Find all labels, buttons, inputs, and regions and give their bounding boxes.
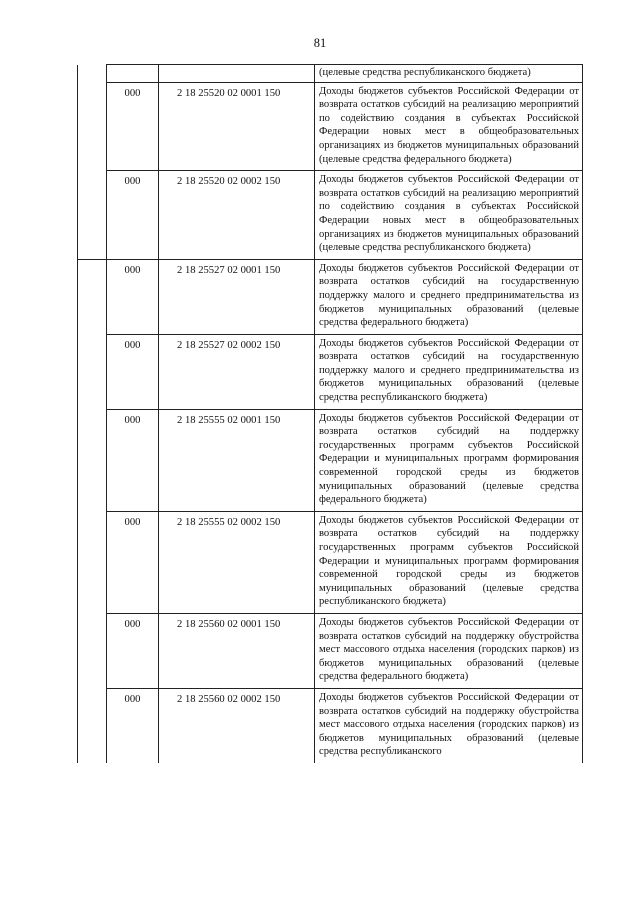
table-row bbox=[78, 171, 583, 260]
classification-code-cell: 2 18 25555 02 0002 150 bbox=[159, 511, 315, 613]
group-cell bbox=[78, 334, 107, 409]
classification-code-cell: 2 18 25555 02 0001 150 bbox=[159, 409, 315, 511]
admin-code-cell bbox=[107, 65, 159, 83]
description-cell: Доходы бюджетов субъектов Российской Федерации от возврата остатков субсидий на поддержку государственных программ субъектов Российской Федерации и муниципальных программ формирования современной городской среды из бюджетов муниципальных образований (целевые средства федерального бюджета) bbox=[315, 409, 583, 511]
admin-code-cell: 000 bbox=[107, 613, 159, 688]
classification-code-cell: 2 18 25527 02 0002 150 bbox=[159, 334, 315, 409]
table-row bbox=[78, 613, 583, 688]
revenue-codes-table bbox=[77, 64, 583, 763]
admin-code-cell: 000 bbox=[107, 82, 159, 171]
admin-code-cell: 000 bbox=[107, 259, 159, 334]
table-row bbox=[78, 409, 583, 511]
description-cell: Доходы бюджетов субъектов Российской Федерации от возврата остатков субсидий на государственную поддержку малого и среднего предпринимательства из бюджетов муниципальных образований (целевые средства федерального бюджета) bbox=[315, 259, 583, 334]
admin-code-cell: 000 bbox=[107, 409, 159, 511]
group-cell bbox=[78, 613, 107, 688]
table-row bbox=[78, 511, 583, 613]
group-cell bbox=[78, 409, 107, 511]
admin-code-cell: 000 bbox=[107, 334, 159, 409]
table-row bbox=[78, 334, 583, 409]
table-row-continuation bbox=[78, 65, 583, 83]
group-cell bbox=[78, 65, 107, 83]
description-cell: (целевые средства республиканского бюджета) bbox=[315, 65, 583, 83]
group-cell bbox=[78, 171, 107, 260]
classification-code-cell: 2 18 25527 02 0001 150 bbox=[159, 259, 315, 334]
group-cell bbox=[78, 259, 107, 334]
description-cell: Доходы бюджетов субъектов Российской Федерации от возврата остатков субсидий на поддержку обустройства мест массового отдыха населения (городских парков) из бюджетов муниципальных образований (целевые средства федерального бюджета) bbox=[315, 613, 583, 688]
description-cell: Доходы бюджетов субъектов Российской Федерации от возврата остатков субсидий на поддержку государственных программ субъектов Российской Федерации и муниципальных программ формирования современной городской среды из бюджетов муниципальных образований (целевые средства республиканского бюджета) bbox=[315, 511, 583, 613]
admin-code-cell: 000 bbox=[107, 171, 159, 260]
admin-code-cell: 000 bbox=[107, 688, 159, 762]
description-cell: Доходы бюджетов субъектов Российской Федерации от возврата остатков субсидий на поддержку обустройства мест массового отдыха населения (городских парков) из бюджетов муниципальных образований (целевые средства республиканского bbox=[315, 688, 583, 762]
classification-code-cell bbox=[159, 65, 315, 83]
admin-code-cell: 000 bbox=[107, 511, 159, 613]
description-cell: Доходы бюджетов субъектов Российской Федерации от возврата остатков субсидий на реализацию мероприятий по содействию создания в субъектах Российской Федерации новых мест в общеобразовательных организациях из бюджетов муниципальных образований (целевые средства федерального бюджета) bbox=[315, 82, 583, 171]
classification-code-cell: 2 18 25520 02 0001 150 bbox=[159, 82, 315, 171]
table-row bbox=[78, 688, 583, 762]
classification-code-cell: 2 18 25520 02 0002 150 bbox=[159, 171, 315, 260]
table-row bbox=[78, 82, 583, 171]
group-cell bbox=[78, 511, 107, 613]
description-cell: Доходы бюджетов субъектов Российской Федерации от возврата остатков субсидий на реализацию мероприятий по содействию создания в субъектах Российской Федерации новых мест в общеобразовательных организациях из бюджетов муниципальных образований (целевые средства республиканского бюджета) bbox=[315, 171, 583, 260]
group-cell bbox=[78, 688, 107, 762]
page-number: 81 bbox=[313, 36, 327, 50]
description-cell: Доходы бюджетов субъектов Российской Федерации от возврата остатков субсидий на государственную поддержку малого и среднего предпринимательства из бюджетов муниципальных образований (целевые средства республиканского бюджета) bbox=[315, 334, 583, 409]
classification-code-cell: 2 18 25560 02 0001 150 bbox=[159, 613, 315, 688]
classification-code-cell: 2 18 25560 02 0002 150 bbox=[159, 688, 315, 762]
table-row bbox=[78, 259, 583, 334]
group-cell bbox=[78, 82, 107, 171]
